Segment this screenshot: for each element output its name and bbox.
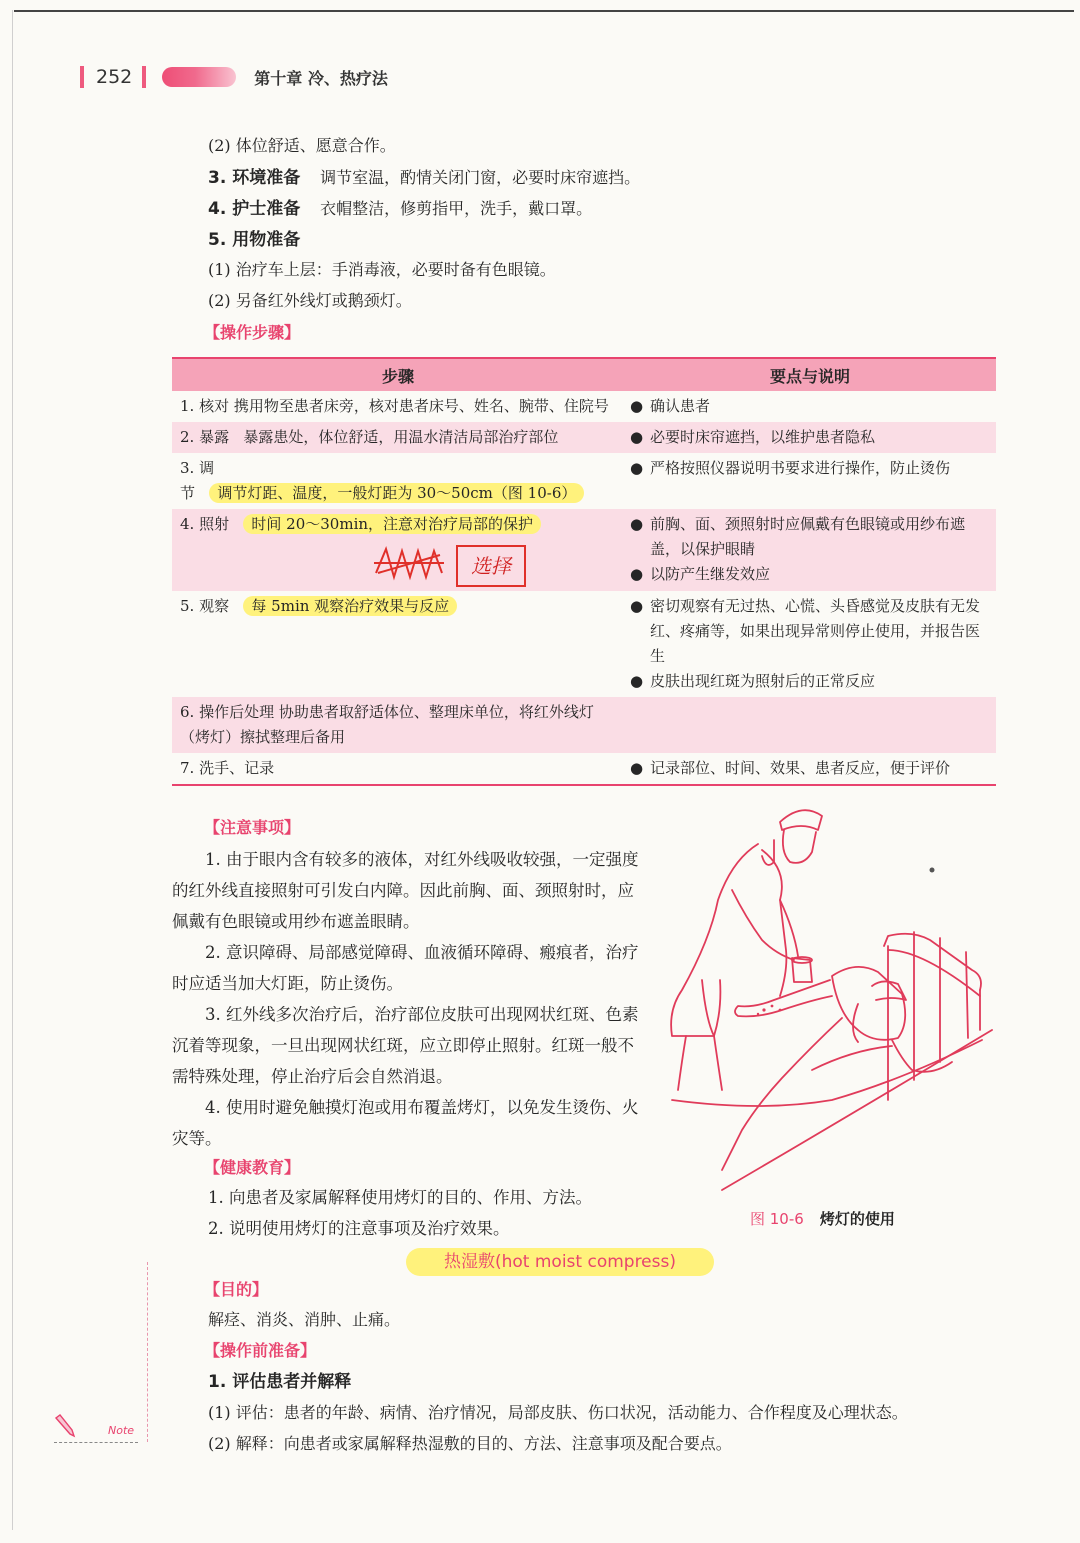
env-num: 3. (208, 168, 227, 188)
step-action-highlighted: 时间 20～30min，注意对治疗局部的保护 (243, 514, 541, 534)
bullet-icon: ● (630, 428, 644, 446)
header-pill (162, 67, 236, 87)
page-header (80, 62, 388, 92)
note-label: Note (108, 1424, 135, 1437)
step-cell: 1. 核对 携用物至患者床旁，核对患者床号、姓名、腕带、住院号 (180, 397, 609, 415)
step-action-highlighted: 调节灯距、温度，一般灯距为 30～50cm（图 10-6） (209, 483, 584, 503)
section-title: 热湿敷(hot moist compress) (406, 1248, 714, 1276)
env-prep (208, 166, 640, 190)
notes-cell (624, 422, 996, 453)
step-action: 暴露患处，体位舒适，用温水清洁局部治疗部位 (243, 428, 559, 446)
supplies-num: 5. (208, 230, 227, 250)
env-title: 环境准备 (232, 168, 301, 188)
pre-op-item-1: (1) 评估：患者的年龄、病情、治疗情况，局部皮肤、伤口状况，活动能力、合作程度及心理状态。 (208, 1403, 908, 1422)
note-item: ● 必要时床帘遮挡，以维护患者隐私 (630, 425, 988, 450)
bullet-icon: ● (630, 459, 644, 477)
cautions-heading: 【注意事项】 (204, 818, 301, 837)
step-action-highlighted: 每 5min 观察治疗效果与反应 (243, 596, 457, 616)
nurse-title: 护士准备 (232, 199, 301, 219)
step-label: 5. 观察 (180, 597, 230, 615)
nurse-text: 衣帽整洁，修剪指甲，洗手，戴口罩。 (320, 199, 593, 218)
steps-heading: 【操作步骤】 (204, 323, 301, 342)
chapter-title: 第十章 冷、热疗法 (254, 68, 388, 88)
page-edge (12, 10, 13, 1530)
education-item-1: 1. 向患者及家属解释使用烤灯的目的、作用、方法。 (208, 1188, 592, 1207)
purpose-text: 解痉、消炎、消肿、止痛。 (208, 1310, 401, 1329)
note-item: ● 记录部位、时间、效果、患者反应，便于评价 (630, 756, 988, 781)
header-bar-left (80, 66, 84, 88)
env-text: 调节室温，酌情关闭门窗，必要时床帘遮挡。 (320, 168, 641, 187)
supplies-prep (208, 228, 300, 252)
table-row (172, 591, 996, 697)
header-bar-right (142, 66, 146, 88)
prep-item-2: (2) 体位舒适、愿意合作。 (208, 136, 396, 155)
top-rule (14, 10, 1074, 12)
figure-number: 图 10-6 (750, 1210, 804, 1228)
bullet-icon: ● (630, 759, 644, 777)
caution-3: 3. 红外线多次治疗后，治疗部位皮肤可出现网状红斑、色素沉着等现象，一旦出现网状红斑，应立即停止照射。红斑一般不需特殊处理，停止治疗后会自然消退。 (172, 1005, 639, 1086)
pre-op-sub-title: 评估患者并解释 (232, 1372, 352, 1392)
step-cell (172, 422, 624, 453)
supplies-item-2: (2) 另备红外线灯或鹅颈灯。 (208, 291, 412, 310)
table-row (172, 753, 996, 784)
notes-cell (624, 697, 996, 753)
cautions-text (172, 844, 640, 1154)
step-label: 2. 暴露 (180, 428, 230, 446)
caution-4: 4. 使用时避免触摸灯泡或用布覆盖烤灯，以免发生烫伤、火灾等。 (172, 1098, 639, 1148)
handwritten-annotation: 选择 (456, 545, 526, 587)
supplies-item-1: (1) 治疗车上层：手消毒液，必要时备有色眼镜。 (208, 260, 556, 279)
notes-cell (624, 509, 996, 591)
table-row (172, 422, 996, 453)
step-cell (172, 591, 624, 697)
note-item: ● 前胸、面、颈照射时应佩戴有色眼镜或用纱布遮盖，以保护眼睛 (630, 512, 988, 562)
step-label: 3. 调节 (180, 459, 215, 502)
notes-cell (624, 753, 996, 784)
education-item-2: 2. 说明使用烤灯的注意事项及治疗效果。 (208, 1219, 510, 1238)
page-number: 252 (96, 66, 133, 88)
figure-caption (750, 1208, 895, 1229)
table-row (172, 509, 996, 591)
steps-table (172, 357, 996, 786)
note-item: ● 严格按照仪器说明书要求进行操作，防止烫伤 (630, 456, 988, 481)
pre-op-sub-num: 1. (208, 1372, 227, 1392)
pre-op-heading: 【操作前准备】 (204, 1341, 317, 1360)
pre-op-item-2: (2) 解释：向患者或家属解释热湿敷的目的、方法、注意事项及配合要点。 (208, 1434, 732, 1453)
step-cell: 6. 操作后处理 协助患者取舒适体位、整理床单位，将红外线灯（烤灯）擦拭整理后备用 (180, 703, 594, 746)
note-item: ● 以防产生继发效应 (630, 562, 988, 587)
step-cell: 7. 洗手、记录 (180, 759, 275, 777)
caution-1: 1. 由于眼内含有较多的液体，对红外线吸收较强，一定强度的红外线直接照射可引发白内障。因此前胸、面、颈照射时，应佩戴有色眼镜或用纱布遮盖眼睛。 (172, 850, 639, 931)
education-heading: 【健康教育】 (204, 1158, 301, 1177)
col-notes: 要点与说明 (769, 366, 850, 386)
step-cell (172, 453, 624, 509)
bullet-icon: ● (630, 597, 644, 615)
pencil-icon (52, 1412, 92, 1442)
step-label: 4. 照射 (180, 515, 230, 533)
note-item: ● 皮肤出现红斑为照射后的正常反应 (630, 669, 988, 694)
step-cell (172, 509, 624, 591)
nurse-prep (208, 197, 592, 221)
bullet-icon: ● (630, 397, 644, 415)
table-row (172, 697, 996, 753)
heat-lamp-illustration (662, 800, 1002, 1196)
figure-title: 烤灯的使用 (819, 1210, 895, 1228)
supplies-title: 用物准备 (232, 230, 301, 250)
table-header (172, 359, 996, 391)
margin-dotted-line (147, 1262, 148, 1442)
note-underline (54, 1442, 138, 1443)
notes-cell (624, 453, 996, 509)
bullet-icon: ● (630, 515, 644, 533)
scribble-mark (372, 543, 462, 587)
table-row (172, 453, 996, 509)
table-row (172, 391, 996, 422)
col-steps: 步骤 (381, 366, 414, 386)
note-marker (52, 1412, 144, 1452)
pre-op-subheading (208, 1370, 351, 1394)
notes-cell (624, 391, 996, 422)
notes-cell (624, 591, 996, 697)
note-item: ● 确认患者 (630, 394, 988, 419)
bullet-icon: ● (630, 672, 644, 690)
bullet-icon: ● (630, 565, 644, 583)
nurse-num: 4. (208, 199, 227, 219)
purpose-heading: 【目的】 (204, 1280, 269, 1299)
caution-2: 2. 意识障碍、局部感觉障碍、血液循环障碍、瘢痕者，治疗时应适当加大灯距，防止烫伤。 (172, 943, 639, 993)
note-item: ● 密切观察有无过热、心慌、头昏感觉及皮肤有无发红、疼痛等，如果出现异常则停止使用，并报告医生 (630, 594, 988, 669)
